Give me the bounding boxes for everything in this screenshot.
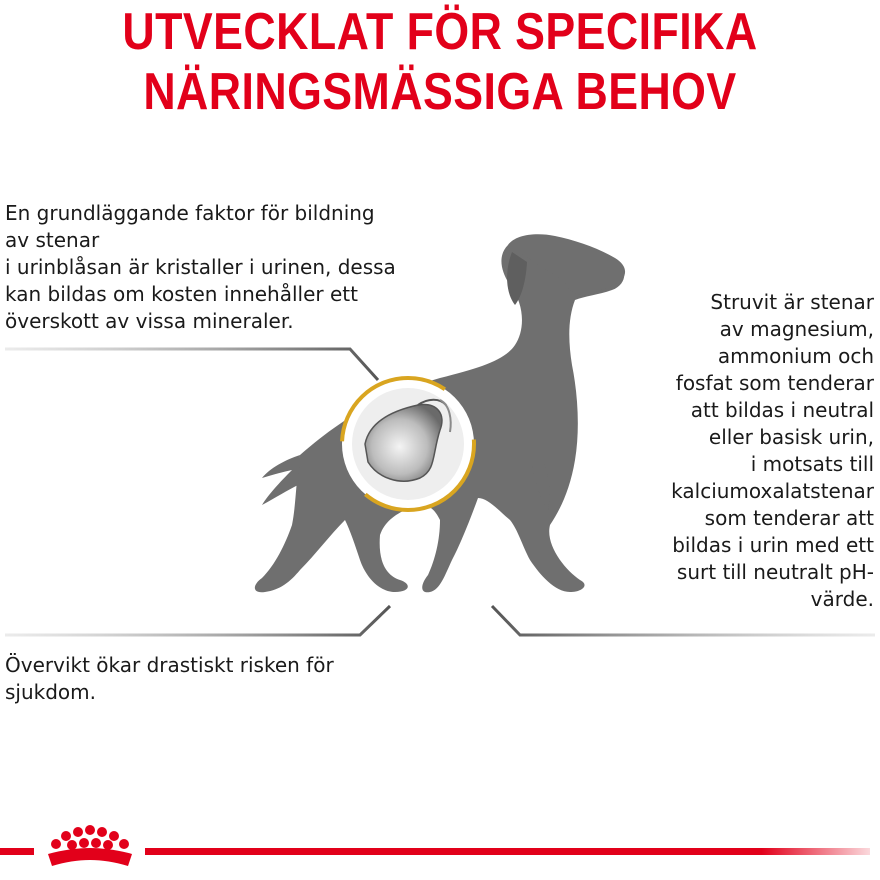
text-line: värde. [810,587,874,611]
crown-logo-icon [48,825,132,866]
red-rule-right [145,848,870,855]
text-line: fosfat som tenderar [675,371,874,395]
text-line: sjukdom. [5,680,97,704]
text-line: av magnesium, [719,317,874,341]
info-text-overweight [5,652,445,706]
connector-top-left [5,349,378,380]
text-line: bildas i urin med ett [672,533,874,557]
text-line: En grundläggande faktor för bildning [5,201,375,225]
bladder-icon [342,378,474,510]
info-text-struvite [634,289,874,613]
red-rule-left [0,848,34,855]
text-line: i urinblåsan är kristaller i urinen, dessa [5,255,396,279]
text-line: överskott av vissa mineraler. [5,309,294,333]
text-line: surt till neutralt pH- [676,560,874,584]
text-line: Struvit är stenar [710,290,874,314]
text-line: ammonium och [717,344,874,368]
text-line: som tenderar att [704,506,874,530]
text-line: eller basisk urin, [708,425,874,449]
title-line-2: NÄRINGSMÄSSIGA BEHOV [143,63,737,121]
text-line: i motsats till [750,452,874,476]
text-line: av stenar [5,228,100,252]
text-line: Övervikt ökar drastiskt risken för [5,653,334,677]
title-line-1: UTVECKLAT FÖR SPECIFIKA [122,3,758,61]
connector-bottom-left [5,606,390,635]
text-line: kalciumoxalatstenar [671,479,874,503]
info-text-crystals [5,200,445,335]
text-line: att bildas i neutral [690,398,874,422]
text-line: kan bildas om kosten innehåller ett [5,282,358,306]
brand-footer [0,820,880,880]
